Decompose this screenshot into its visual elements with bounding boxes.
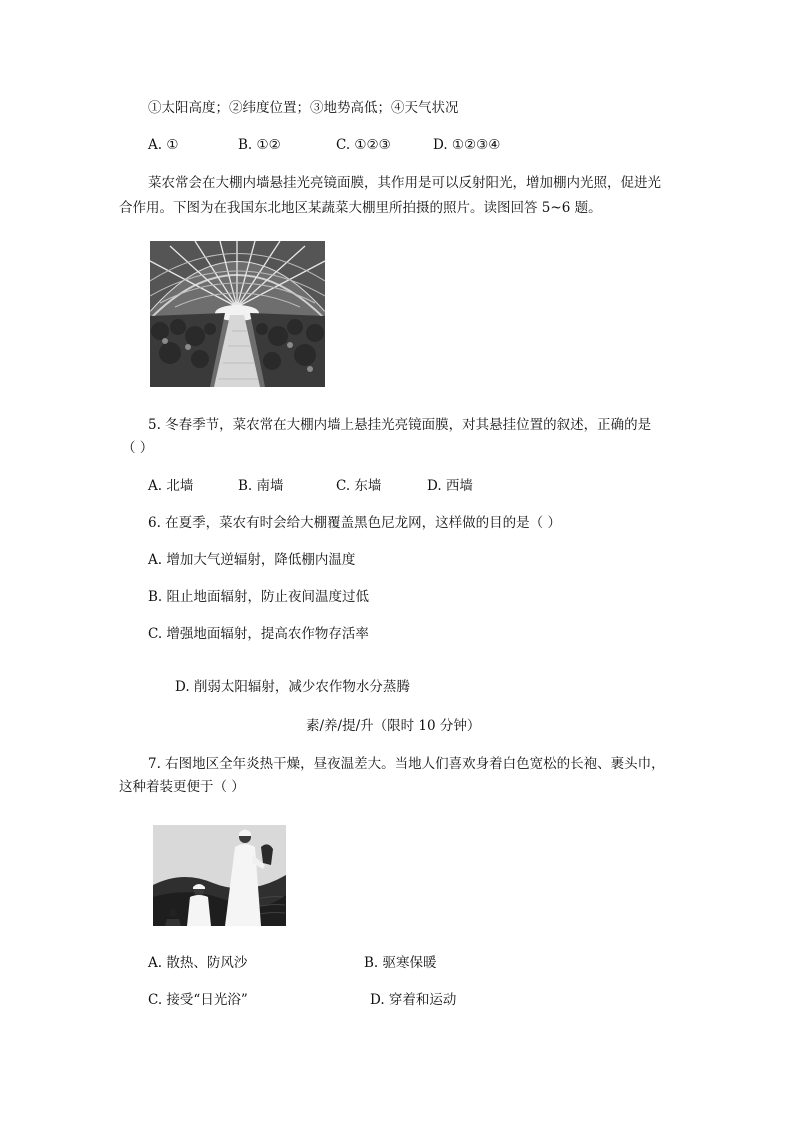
intro-line-2: 合作用。下图为在我国东北地区某蔬菜大棚里所拍摄的照片。读图回答 5~6 题。 <box>119 200 602 216</box>
q5-stem-line-1: 5. 冬春季节，菜农常在大棚内墙上悬挂光亮镜面膜，对其悬挂位置的叙述，正确的是 <box>148 417 652 433</box>
q7-option-a: A. 散热、防风沙 <box>148 955 248 971</box>
q6-option-d: D. 削弱太阳辐射，减少农作物水分蒸腾 <box>175 679 410 695</box>
q5-option-c: C. 东墙 <box>336 478 382 494</box>
q7-option-c: C. 接受“日光浴” <box>148 992 248 1008</box>
q5-option-b: B. 南墙 <box>238 478 284 494</box>
q7-stem-line-2: 这种着装更便于（ ） <box>119 779 245 795</box>
q5-option-d: D. 西墙 <box>427 478 473 494</box>
q7-stem-line-1: 7. 右图地区全年炎热干燥，昼夜温差大。当地人们喜欢身着白色宽松的长袍、裹头巾， <box>148 756 665 772</box>
q4-option-a: A. ① <box>148 137 179 153</box>
greenhouse-photo <box>150 241 325 387</box>
q6-stem: 6. 在夏季，菜农有时会给大棚覆盖黑色尼龙网，这样做的目的是（ ） <box>148 515 561 531</box>
q5-option-a: A. 北墙 <box>148 478 194 494</box>
desert-people-photo <box>153 825 286 926</box>
section-heading: 素/养/提/升（限时 10 分钟） <box>306 718 481 734</box>
q4-option-b: B. ①② <box>238 137 281 153</box>
q4-factor-list: ①太阳高度；②纬度位置；③地势高低；④天气状况 <box>148 100 459 116</box>
q4-option-d: D. ①②③④ <box>433 137 501 153</box>
intro-line-1: 菜农常会在大棚内墙悬挂光亮镜面膜，其作用是可以反射阳光，增加棚内光照，促进光 <box>148 175 661 191</box>
q6-option-a: A. 增加大气逆辐射，降低棚内温度 <box>148 552 356 568</box>
q6-option-b: B. 阻止地面辐射，防止夜间温度过低 <box>148 589 370 605</box>
q5-stem-line-2: （ ） <box>122 440 154 456</box>
q7-option-b: B. 驱寒保暖 <box>364 955 437 971</box>
q7-option-d: D. 穿着和运动 <box>370 992 457 1008</box>
q4-option-c: C. ①②③ <box>336 137 391 153</box>
q6-option-c: C. 增强地面辐射，提高农作物存活率 <box>148 626 369 642</box>
